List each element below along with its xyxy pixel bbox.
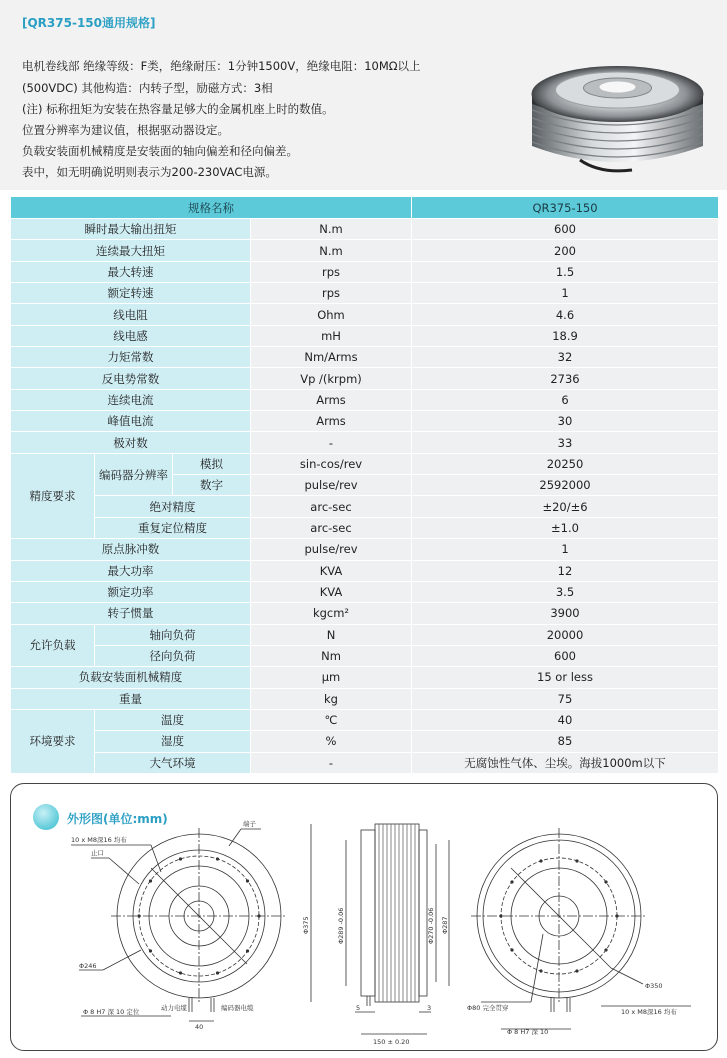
row-value: 2736 xyxy=(412,368,719,389)
row-unit: kgcm² xyxy=(251,603,412,624)
row-unit: - xyxy=(251,432,412,453)
row-value: 20000 xyxy=(412,624,719,645)
table-row xyxy=(11,240,719,261)
row-unit: ℃ xyxy=(251,709,412,730)
row-unit: pulse/rev xyxy=(251,475,412,496)
drawing-title: 外形图(单位:mm) xyxy=(67,812,168,826)
row-unit: KVA xyxy=(251,581,412,602)
table-row xyxy=(11,581,719,602)
table-row xyxy=(11,389,719,410)
table-row xyxy=(11,752,719,773)
row-label: 模拟 xyxy=(173,453,251,474)
front-40-label: 40 xyxy=(195,1023,204,1031)
row-value: 600 xyxy=(412,219,719,240)
side-5-label: 5 xyxy=(356,1004,361,1012)
row-unit: % xyxy=(251,731,412,752)
side-d375-label: Φ375 xyxy=(302,916,310,934)
intro-panel xyxy=(0,0,727,190)
group-label: 环境要求 xyxy=(11,709,95,773)
outline-drawing xyxy=(11,784,717,1050)
row-value: 200 xyxy=(412,240,719,261)
row-label: 数字 xyxy=(173,475,251,496)
intro-line: 电机卷线部 绝缘等级：F类，绝缘耐压：1分钟1500V，绝缘电阻：10MΩ以上 xyxy=(22,59,421,73)
front-cable2-label: 编码器电缆 xyxy=(221,1004,254,1012)
intro-line: (注) 标称扭矩为安装在热容量足够大的金属机座上时的数值。 xyxy=(22,102,334,116)
row-label: 温度 xyxy=(95,709,251,730)
side-d289-label: Φ289 -0.06 xyxy=(337,907,345,944)
row-value: 40 xyxy=(412,709,719,730)
table-row xyxy=(11,624,719,645)
table-row xyxy=(11,368,719,389)
table-row xyxy=(11,560,719,581)
row-value: ±1.0 xyxy=(412,517,719,538)
table-row xyxy=(11,496,719,517)
table-row xyxy=(11,411,719,432)
row-value: 75 xyxy=(412,688,719,709)
table-row xyxy=(11,432,719,453)
row-unit: sin-cos/rev xyxy=(251,453,412,474)
row-unit: Vp /(krpm) xyxy=(251,368,412,389)
row-value: 15 or less xyxy=(412,667,719,688)
row-label: 连续最大扭矩 xyxy=(11,240,251,261)
table-row xyxy=(11,453,719,474)
table-row xyxy=(11,603,719,624)
front-holes-label: 10 x M8深16 均布 xyxy=(71,836,127,844)
row-value: 无腐蚀性气体、尘埃。海拔1000m以下 xyxy=(412,752,719,773)
row-value: 3.5 xyxy=(412,581,719,602)
header-model: QR375-150 xyxy=(412,197,719,219)
back-d350-label: Φ350 xyxy=(645,982,663,990)
row-value: ±20/±6 xyxy=(412,496,719,517)
row-unit: Arms xyxy=(251,411,412,432)
table-row xyxy=(11,688,719,709)
group-label: 允许负载 xyxy=(11,624,95,667)
row-unit: N.m xyxy=(251,219,412,240)
outline-drawing-panel xyxy=(10,783,718,1051)
front-d246-label: Φ246 xyxy=(79,962,97,970)
row-label: 湿度 xyxy=(95,731,251,752)
table-row xyxy=(11,261,719,282)
row-label: 最大转速 xyxy=(11,261,251,282)
front-terminal-label: 端子 xyxy=(243,820,256,828)
row-unit: μm xyxy=(251,667,412,688)
table-row xyxy=(11,219,719,240)
front-stop-label: 止口 xyxy=(91,849,104,857)
row-value: 600 xyxy=(412,645,719,666)
row-label: 重复定位精度 xyxy=(95,517,251,538)
row-unit: N xyxy=(251,624,412,645)
intro-line: 表中，如无明确说明则表示为200-230VAC电源。 xyxy=(22,165,277,179)
row-value: 3900 xyxy=(412,603,719,624)
row-label: 反电势常数 xyxy=(11,368,251,389)
row-unit: arc-sec xyxy=(251,517,412,538)
row-label: 轴向负荷 xyxy=(95,624,251,645)
row-label: 绝对精度 xyxy=(95,496,251,517)
row-unit: Nm/Arms xyxy=(251,347,412,368)
row-unit: kg xyxy=(251,688,412,709)
row-label: 负载安装面机械精度 xyxy=(11,667,251,688)
row-value: 1.5 xyxy=(412,261,719,282)
row-value: 18.9 xyxy=(412,325,719,346)
group-label: 精度要求 xyxy=(11,453,95,538)
encoder-label: 编码器分辨率 xyxy=(95,453,173,496)
row-value: 4.6 xyxy=(412,304,719,325)
row-label: 峰值电流 xyxy=(11,411,251,432)
table-row xyxy=(11,667,719,688)
row-label: 连续电流 xyxy=(11,389,251,410)
header-name: 规格名称 xyxy=(11,197,412,219)
row-value: 2592000 xyxy=(412,475,719,496)
row-label: 极对数 xyxy=(11,432,251,453)
row-value: 32 xyxy=(412,347,719,368)
row-label: 线电阻 xyxy=(11,304,251,325)
row-value: 85 xyxy=(412,731,719,752)
row-label: 径向负荷 xyxy=(95,645,251,666)
row-unit: rps xyxy=(251,283,412,304)
row-value: 20250 xyxy=(412,453,719,474)
row-unit: rps xyxy=(251,261,412,282)
table-row xyxy=(11,304,719,325)
row-unit: - xyxy=(251,752,412,773)
row-value: 33 xyxy=(412,432,719,453)
side-3-label: 3 xyxy=(427,1004,432,1012)
table-row xyxy=(11,283,719,304)
side-d287-label: Φ287 xyxy=(441,916,449,934)
row-unit: Nm xyxy=(251,645,412,666)
motor-photo xyxy=(520,48,715,178)
table-row xyxy=(11,325,719,346)
row-unit: arc-sec xyxy=(251,496,412,517)
spec-table xyxy=(10,196,719,774)
row-label: 最大功率 xyxy=(11,560,251,581)
row-value: 12 xyxy=(412,560,719,581)
row-label: 线电感 xyxy=(11,325,251,346)
spec-title: [QR375-150通用规格] xyxy=(22,16,156,30)
row-label: 大气环境 xyxy=(95,752,251,773)
row-value: 6 xyxy=(412,389,719,410)
back-d80-label: Φ80 完全贯穿 xyxy=(467,1004,509,1012)
back-view xyxy=(471,828,691,1029)
row-unit: mH xyxy=(251,325,412,346)
row-label: 瞬时最大输出扭矩 xyxy=(11,219,251,240)
intro-line: 位置分辨率为建议值，根据驱动器设定。 xyxy=(22,123,229,137)
table-row xyxy=(11,539,719,560)
row-label: 力矩常数 xyxy=(11,347,251,368)
intro-line: 负载安装面机械精度是安装面的轴向偏差和径向偏差。 xyxy=(22,144,298,158)
row-unit: N.m xyxy=(251,240,412,261)
row-label: 原点脉冲数 xyxy=(11,539,251,560)
side-d270-label: Φ270 -0.06 xyxy=(427,907,435,944)
row-label: 额定转速 xyxy=(11,283,251,304)
intro-line: (500VDC) 其他构造：内转子型，励磁方式：3相 xyxy=(22,81,273,95)
row-unit: Arms xyxy=(251,389,412,410)
row-label: 重量 xyxy=(11,688,251,709)
row-label: 额定功率 xyxy=(11,581,251,602)
table-row xyxy=(11,517,719,538)
table-header-row xyxy=(11,197,719,219)
row-unit: Ohm xyxy=(251,304,412,325)
table-row xyxy=(11,709,719,730)
table-row xyxy=(11,731,719,752)
table-row xyxy=(11,645,719,666)
row-value: 30 xyxy=(412,411,719,432)
row-unit: KVA xyxy=(251,560,412,581)
back-holes-label: 10 x M8深16 均布 xyxy=(621,1008,677,1016)
front-cable1-label: 动力电缆 xyxy=(161,1004,187,1012)
row-value: 1 xyxy=(412,539,719,560)
table-row xyxy=(11,347,719,368)
side-150-label: 150 ± 0.20 xyxy=(373,1038,410,1046)
row-unit: pulse/rev xyxy=(251,539,412,560)
front-pin-label: Φ 8 H7 深 10 定位 xyxy=(83,1008,140,1016)
row-label: 转子惯量 xyxy=(11,603,251,624)
back-pin-label: Φ 8 H7 深 10 xyxy=(507,1028,549,1036)
row-value: 1 xyxy=(412,283,719,304)
